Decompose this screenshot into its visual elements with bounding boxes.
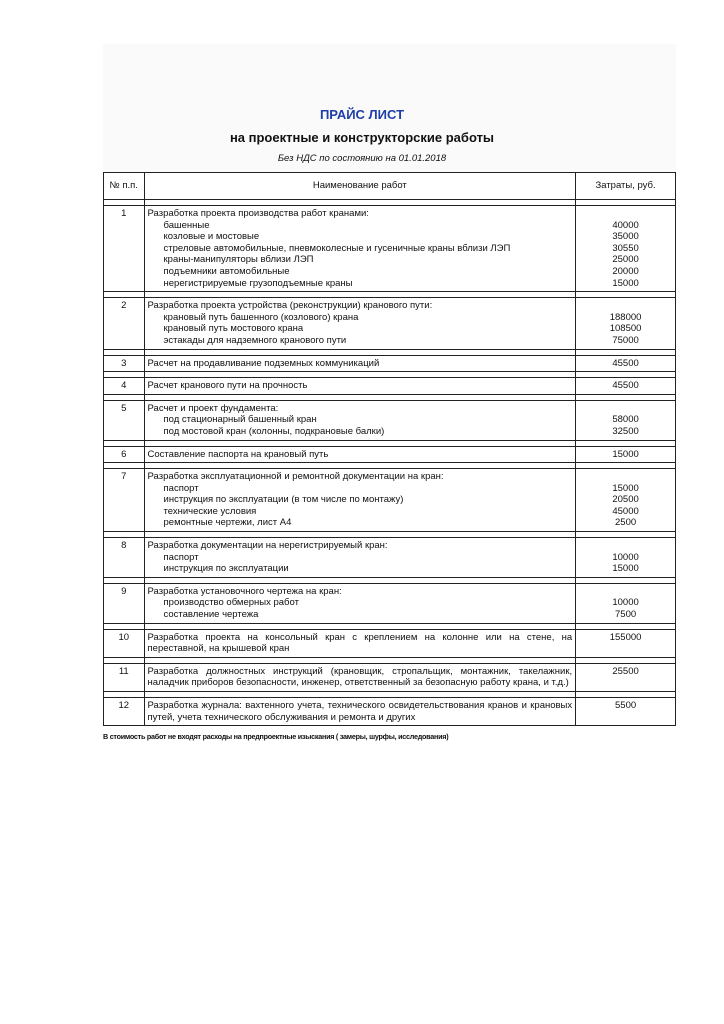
work-cost bbox=[576, 206, 676, 292]
cost-value: 20000 bbox=[612, 265, 639, 277]
work-cost bbox=[576, 400, 676, 440]
work-subitem: башенные bbox=[163, 219, 210, 231]
cost-value: 7500 bbox=[615, 609, 637, 621]
work-title: Расчет на продавливание подземных коммуникаций bbox=[147, 357, 380, 369]
work-title: Расчет кранового пути на прочность bbox=[147, 380, 308, 392]
cost-value: 15000 bbox=[612, 482, 639, 494]
work-subitem: нерегистрируемые грузоподъемные краны bbox=[163, 277, 353, 289]
table-row bbox=[104, 629, 676, 657]
row-number: 9 bbox=[104, 583, 145, 623]
work-cost bbox=[576, 698, 676, 726]
page-title: ПРАЙС ЛИСТ bbox=[319, 107, 405, 122]
cost-value: 45500 bbox=[612, 380, 639, 392]
work-title: Разработка документации на нерегистрируемый кран: bbox=[147, 540, 388, 552]
table-row bbox=[104, 298, 676, 349]
cost-value bbox=[576, 586, 675, 598]
cost-value: 30550 bbox=[612, 242, 639, 254]
cost-value: 25500 bbox=[612, 665, 639, 677]
work-subitem: технические условия bbox=[163, 505, 257, 517]
work-subitem: крановый путь башенного (козлового) крана bbox=[163, 311, 359, 323]
work-cost bbox=[576, 446, 676, 463]
row-number: 2 bbox=[104, 298, 145, 349]
cost-value: 75000 bbox=[612, 334, 639, 346]
work-subitem: крановый путь мостового крана bbox=[163, 323, 304, 335]
work-cost bbox=[576, 469, 676, 532]
table-row bbox=[104, 663, 676, 691]
table-row bbox=[104, 698, 676, 726]
work-cost bbox=[576, 355, 676, 372]
work-title: Разработка проекта на консольный кран с креплением на колонне или на стене, на переставной, на крышевой кран bbox=[147, 631, 573, 655]
table-row bbox=[104, 469, 676, 532]
work-subitem: паспорт bbox=[163, 551, 199, 563]
work-description bbox=[144, 538, 576, 578]
work-description bbox=[144, 663, 576, 691]
work-subitem: инструкция по эксплуатации (в том числе по монтажу) bbox=[163, 494, 404, 506]
work-subitem: козловые и мостовые bbox=[163, 231, 260, 243]
vat-note: Без НДС по состоянию на 01.01.2018 bbox=[277, 153, 447, 164]
work-description bbox=[144, 378, 576, 395]
work-description bbox=[144, 400, 576, 440]
cost-value bbox=[576, 300, 675, 312]
cost-value: 25000 bbox=[612, 254, 639, 266]
work-cost bbox=[576, 538, 676, 578]
table-row bbox=[104, 446, 676, 463]
row-number: 6 bbox=[104, 446, 145, 463]
row-number: 12 bbox=[104, 698, 145, 726]
work-cost bbox=[576, 583, 676, 623]
work-description bbox=[144, 206, 576, 292]
work-cost bbox=[576, 298, 676, 349]
cost-value: 2500 bbox=[615, 517, 637, 529]
work-cost bbox=[576, 378, 676, 395]
column-header-name: Наименование работ bbox=[144, 173, 576, 200]
row-number: 1 bbox=[104, 206, 145, 292]
table-header-row bbox=[104, 173, 676, 200]
work-subitem: подъемники автомобильные bbox=[163, 265, 290, 277]
work-description bbox=[144, 298, 576, 349]
work-title: Разработка должностных инструкций (крановщик, стропальщик, монтажник, такелажник, наладчик приборов безопасности, инженер, ответственный за безопасную работу крана, и т.д.) bbox=[147, 665, 573, 689]
work-title: Разработка установочного чертежа на кран: bbox=[147, 585, 342, 597]
cost-value: 188000 bbox=[609, 311, 642, 323]
work-subitem: эстакады для надземного кранового пути bbox=[163, 334, 347, 346]
cost-value: 45500 bbox=[612, 357, 639, 369]
row-number: 4 bbox=[104, 378, 145, 395]
column-header-cost: Затраты, руб. bbox=[576, 173, 676, 200]
row-number: 8 bbox=[104, 538, 145, 578]
table-row bbox=[104, 378, 676, 395]
work-subitem: ремонтные чертежи, лист А4 bbox=[163, 517, 292, 529]
work-subitem: инструкция по эксплуатации bbox=[163, 563, 289, 575]
row-number: 11 bbox=[104, 663, 145, 691]
work-description bbox=[144, 355, 576, 372]
cost-value: 15000 bbox=[612, 448, 639, 460]
cost-value: 20500 bbox=[612, 494, 639, 506]
work-description bbox=[144, 629, 576, 657]
work-subitem: под мостовой кран (колонны, подкрановые балки) bbox=[163, 425, 385, 437]
table-row bbox=[104, 355, 676, 372]
row-number: 5 bbox=[104, 400, 145, 440]
work-title: Расчет и проект фундамента: bbox=[147, 402, 279, 414]
cost-value: 10000 bbox=[612, 597, 639, 609]
work-title: Разработка проекта производства работ кранами: bbox=[147, 208, 369, 219]
work-title: Разработка журнала: вахтенного учета, технического освидетельствования кранов и крановых путей, учета технического обслуживания и ремонта и других bbox=[147, 700, 573, 723]
cost-value: 10000 bbox=[612, 551, 639, 563]
cost-value: 155000 bbox=[609, 631, 642, 643]
table-row bbox=[104, 538, 676, 578]
work-subitem: паспорт bbox=[163, 482, 199, 494]
cost-value bbox=[576, 208, 675, 220]
table-row bbox=[104, 583, 676, 623]
work-subitem: производство обмерных работ bbox=[163, 597, 299, 609]
cost-value: 40000 bbox=[612, 219, 639, 231]
work-description bbox=[144, 698, 576, 726]
work-cost bbox=[576, 629, 676, 657]
row-number: 7 bbox=[104, 469, 145, 532]
row-number: 10 bbox=[104, 629, 145, 657]
work-title: Составление паспорта на крановый путь bbox=[147, 448, 329, 460]
table-body bbox=[104, 200, 676, 726]
cost-value: 108500 bbox=[609, 323, 642, 335]
table-row bbox=[104, 206, 676, 292]
cost-value: 32500 bbox=[612, 425, 639, 437]
row-number: 3 bbox=[104, 355, 145, 372]
page-subtitle: на проектные и конструкторские работы bbox=[229, 130, 495, 145]
work-subitem: краны-манипуляторы вблизи ЛЭП bbox=[163, 254, 314, 266]
price-table bbox=[103, 172, 676, 726]
work-subitem: под стационарный башенный кран bbox=[163, 414, 317, 426]
work-description bbox=[144, 469, 576, 532]
work-subitem: составление чертежа bbox=[163, 609, 259, 621]
work-subitem: стреловые автомобильные, пневмоколесные и гусеничные краны вблизи ЛЭП bbox=[163, 242, 511, 254]
cost-value bbox=[576, 403, 675, 415]
cost-value: 15000 bbox=[612, 277, 639, 289]
work-description bbox=[144, 446, 576, 463]
cost-value bbox=[576, 540, 675, 552]
cost-value: 58000 bbox=[612, 414, 639, 426]
cost-value: 15000 bbox=[612, 563, 639, 575]
cost-value: 35000 bbox=[612, 231, 639, 243]
work-cost bbox=[576, 663, 676, 691]
work-description bbox=[144, 583, 576, 623]
footer-note: В стоимость работ не входят расходы на предпроектные изыскания ( замеры, шурфы, исследования) bbox=[103, 732, 449, 741]
work-title: Разработка эксплуатационной и ремонтной документации на кран: bbox=[147, 471, 444, 483]
cost-value: 45000 bbox=[612, 505, 639, 517]
work-title: Разработка проекта устройства (реконструкции) кранового пути: bbox=[147, 300, 433, 312]
cost-value bbox=[576, 471, 675, 483]
table-row bbox=[104, 400, 676, 440]
column-header-num: № п.п. bbox=[104, 173, 145, 200]
cost-value: 5500 bbox=[615, 700, 637, 711]
